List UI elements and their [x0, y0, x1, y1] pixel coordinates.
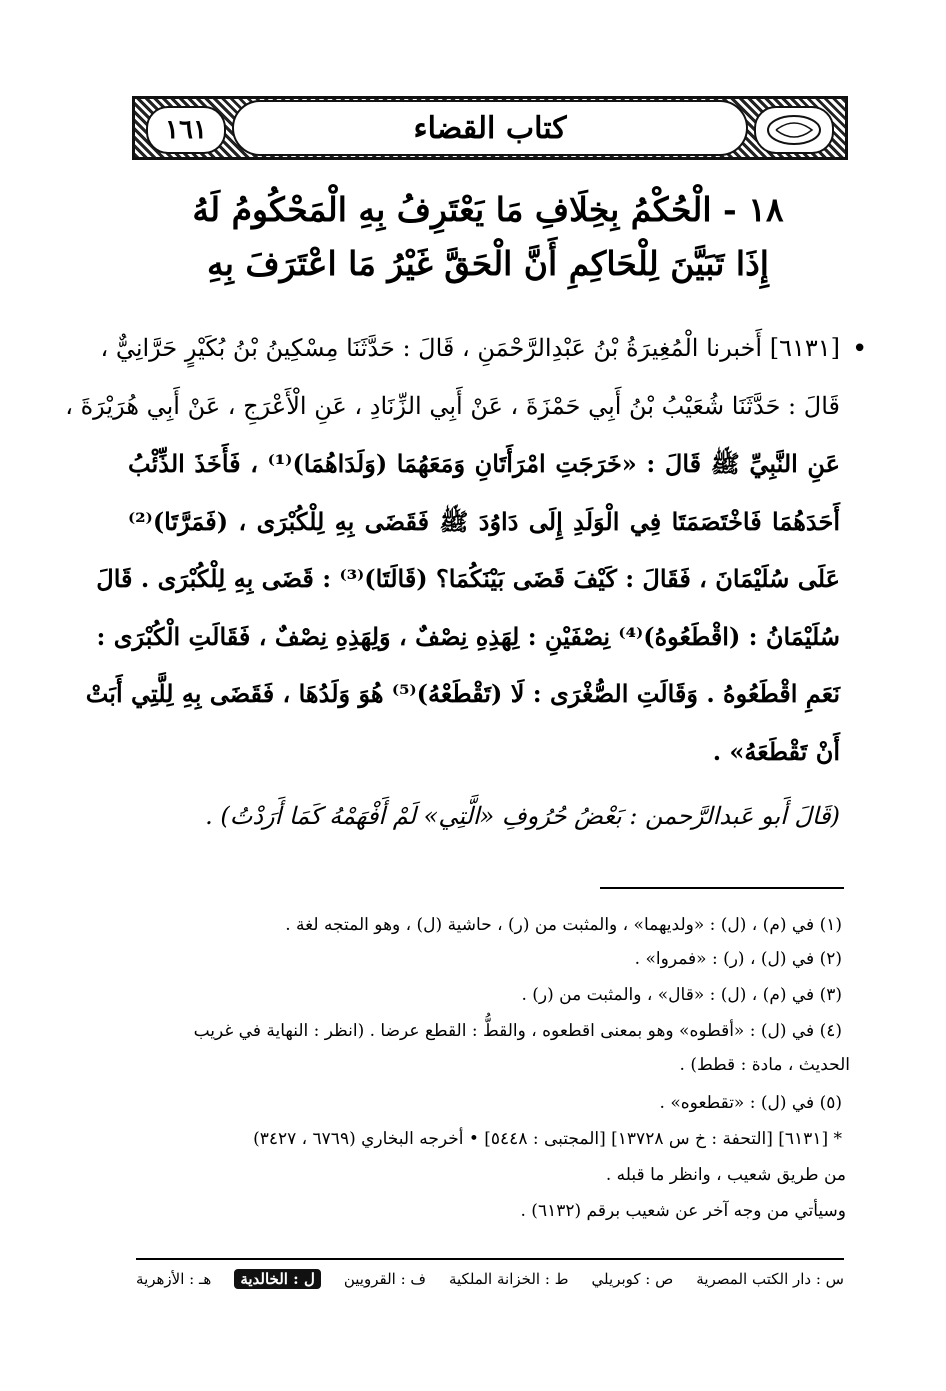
author-note: (قَالَ أَبو عَبدالرَّحمن : بَعْضُ حُرُوفِ «الَّتِي» لَمْ أَفْهَمْهُ كَمَا أَرَدْتُ) . — [205, 802, 840, 830]
page-number: ١٦١ — [146, 106, 226, 154]
takhrij-line: وسيأتي من وجه آخر عن شعيب برقم (٦١٣٢) . — [520, 1201, 846, 1221]
takhrij-line: * [٦١٣١] [التحفة : خ س ١٣٧٢٨] [المجتبى : ٥٤٤٨] • أخرجه البخاري (٦٧٦٩ ، ٣٤٢٧) — [253, 1129, 842, 1149]
footnote: (٥) في (ل) : «تقطعوه» . — [659, 1093, 842, 1113]
footnote: (٤) في (ل) : «أقطوه» وهو بمعنى اقطعوه ، والقطُّ : القطع عرضا . (انظر : النهاية في غريب — [193, 1021, 842, 1041]
publisher-seal-icon — [754, 106, 834, 154]
hadith-line: سُلَيْمَانُ : (اقْطَعُوهُ)⁽⁴⁾ نِصْفَيْنِ : لِهَذِهِ نِصْفٌ ، وَلِهَذِهِ نِصْفٌ ، فَقَالَتِ الْكُبْرَى : — [96, 621, 840, 651]
legend-item: ف : القرويين — [343, 1270, 426, 1288]
footnote: (٢) في (ل) ، (ر) : «فمروا» . — [634, 949, 842, 969]
legend-item: ص : كوبريلي — [591, 1270, 674, 1288]
hadith-line: نَعَمِ اقْطَعُوهُ . وَقَالَتِ الصُّغْرَى : لَا (تَقْطَعْهُ)⁽⁵⁾ هُوَ وَلَدُهَا ، فَقَضَى بِهِ لِلَّتِي أَبَتْ — [85, 679, 840, 708]
legend-separator — [136, 1258, 844, 1260]
footnote: (٣) في (م) ، (ل) : «قال» ، والمثبت من (ر) . — [521, 985, 842, 1005]
takhrij-line: من طريق شعيب ، وانظر ما قبله . — [605, 1165, 846, 1185]
hadith-text — [65, 320, 841, 780]
legend-item: س : دار الكتب المصرية — [696, 1270, 844, 1288]
book-title: كتاب القضاء — [413, 110, 567, 146]
legend-item: ط : الخزانة الملكية — [448, 1270, 569, 1288]
hadith-line: قَالَ : حَدَّثَنَا شُعَيْبُ بْنُ أَبِي حَمْزَةَ ، عَنْ أَبِي الزِّنَادِ ، عَنِ الْأَعْرَجِ ، عَنْ أَبِي هُرَيْرَةَ ، — [65, 391, 840, 420]
legend-item-highlighted: ل : الخالدية — [234, 1269, 321, 1289]
legend-item: هـ : الأزهرية — [136, 1270, 212, 1288]
hadith-line: عَنِ النَّبِيِّ ﷺ قَالَ : «خَرَجَتِ امْرَأَتَانِ وَمَعَهُمَا (وَلَدَاهُمَا)⁽¹⁾ ، فَأَخَذَ الذِّئْبُ — [128, 449, 840, 478]
manuscript-legend — [136, 1264, 844, 1294]
hadith-line: أَحَدَهُمَا فَاخْتَصَمَتَا فِي الْوَلَدِ إِلَى دَاوُدَ ﷺ فَقَضَى بِهِ لِلْكُبْرَى ، (فَمَرَّتَا)⁽²⁾ — [128, 506, 841, 536]
hadith-line: [٦١٣١] أَخبرنا الْمُغِيرَةُ بْنُ عَبْدِالرَّحْمَنِ ، قَالَ : حَدَّثَنَا مِسْكِينُ بْنُ بُكَيْرٍ حَرَّانِيٌّ ، — [100, 334, 840, 362]
hadith-bullet-icon: • — [852, 334, 868, 364]
chapter-title-line-2: إِذَا تَبَيَّنَ لِلْحَاكِمِ أَنَّ الْحَقَّ غَيْرُ مَا اعْتَرَفَ بِهِ — [207, 244, 769, 283]
footnote: (١) في (م) ، (ل) : «ولديهما» ، والمثبت من (ر) ، حاشية (ل) ، وهو المتجه لغة . — [285, 915, 842, 935]
footnote-continuation: الحديث ، مادة : قطط) . — [679, 1055, 850, 1075]
hadith-line: أَنْ تَقْطَعَهُ» . — [712, 736, 840, 766]
footnote-separator — [600, 887, 844, 889]
chapter-title-line-1: ١٨ - الْحُكْمُ بِخِلَافِ مَا يَعْتَرِفُ بِهِ الْمَحْكُومُ لَهُ — [192, 190, 784, 229]
hadith-line: عَلَى سُلَيْمَانَ ، فَقَالَ : كَيْفَ قَضَى بَيْنَكُمَا؟ (قَالَتَا)⁽³⁾ : قَضَى بِهِ لِلْكُبْرَى . قَالَ — [96, 564, 840, 593]
page-header-frame — [132, 96, 848, 160]
